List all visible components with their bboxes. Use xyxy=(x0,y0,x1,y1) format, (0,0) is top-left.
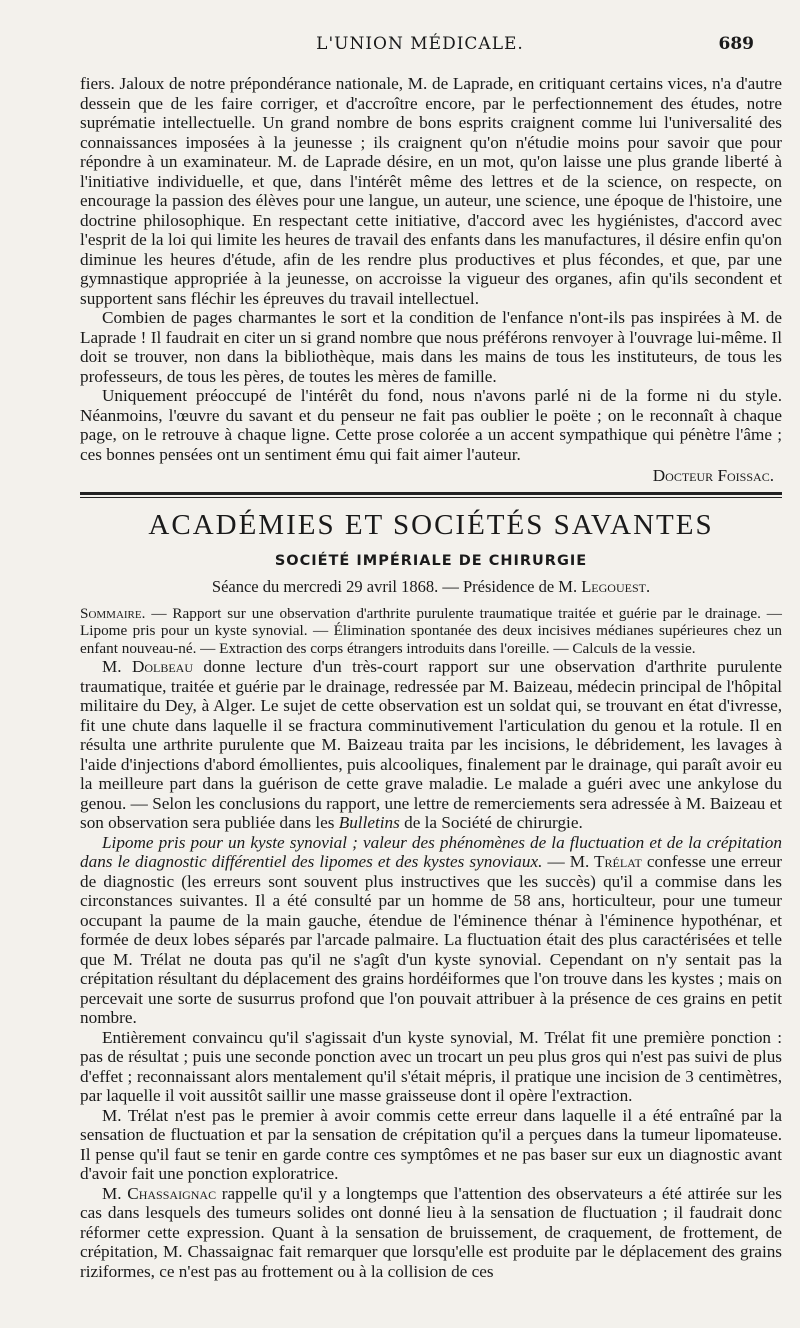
paragraph: M. Trélat n'est pas le premier à avoir commis cette erreur dans laquelle il a été entraîné par la sensation de fluctuation et par la sensation de crépitation qu'il a perçues dans la tumeur lipomateuse. Il pense qu'il faut se tenir en garde contre ces symptômes et ne pas baser sur eux un diagnostic avant d'avoir fait une ponction exploratrice. xyxy=(80,1105,782,1183)
running-head xyxy=(80,34,760,58)
society-heading: SOCIÉTÉ IMPÉRIALE DE CHIRURGIE xyxy=(274,552,588,569)
speaker-name: — M. Trélat xyxy=(542,852,642,871)
paragraph xyxy=(80,657,782,833)
page-number: 689 xyxy=(718,34,754,54)
paragraph xyxy=(80,833,782,1028)
paragraph-text: confesse une erreur de diagnostic (les erreurs sont souvent plus instructives que les succès) qu'il a commise dans les circonstances suivantes. Il a été consulté par un homme de 58 ans, horticulteur, pour une tumeur occupant la paume de la main gauche, étendue de l'éminence thénar à l'éminence hypothénar, et formée de deux lobes séparés par l'arcade palmaire. La fluctuation était des plus caractérisées et telle que M. Trélat ne douta pas qu'il ne s'agît d'un kyste synovial. Cependant on n'y sentait pas la crépitation résultant du déplacement des grains hordéiformes que l'on trouve dans les kystes ; mais on percevait une sorte de susurrus profond que l'on pouvait attribuer à la présence de ces grains en petit nombre. xyxy=(80,852,782,1027)
paragraph-text: de la Société de chirurgie. xyxy=(399,813,583,832)
seance-line xyxy=(80,577,782,597)
section-title: ACADÉMIES ET SOCIÉTÉS SAVANTES xyxy=(148,508,714,541)
paragraph: fiers. Jaloux de notre prépondérance nationale, M. de Laprade, en critiquant certains vices, n'a d'autre dessein que de les faire corriger, et d'accroître encore, par le perfectionnement des études, notre suprématie intellectuelle. Un grand nombre de bons esprits craignent comme lui l'universalité des connaissances imposées à la jeunesse ; ils craignent qu'on n'étudie moins pour savoir que pour répondre à un examinateur. M. de Laprade désire, en un mot, qu'on laisse une plus grande liberté à l'initiative individuelle, et que, dans l'intérêt même des lettres et de la science, on respecte, on encourage la passion des élèves pour une langue, un auteur, une science, une époque de l'histoire, une doctrine philosophique. En respectant cette initiative, d'accord avec les hygiénistes, d'accord avec l'esprit de la loi qui limite les heures de travail des enfants dans les manufactures, il désire enfin qu'on diminue les heures d'étude, afin de les rendre plus productives et plus fécondes, et que, par une gymnastique appropriée à la jeunesse, on accroisse la vigueur des organes, afin qu'ils secondent et supportent sans fléchir les épreuves du travail intellectuel. xyxy=(80,74,782,308)
seance-text: Séance du mercredi 29 avril 1868. — Présidence de M. xyxy=(211,577,582,596)
body-text xyxy=(80,74,782,1281)
speaker-name: M. Chassaignac xyxy=(102,1183,217,1203)
italic-text: Bulletins xyxy=(338,813,400,832)
sommaire xyxy=(80,605,782,658)
paragraph xyxy=(80,1184,782,1282)
sommaire-label: Sommaire. xyxy=(80,604,146,622)
president-name: Legouest. xyxy=(581,577,651,596)
speaker-name: M. Dolbeau xyxy=(102,657,194,676)
paragraph: Uniquement préoccupé de l'intérêt du fond, nous n'avons parlé ni de la forme ni du style. Néanmoins, l'œuvre du savant et du penseur ne fait pas oublier le poëte ; on le reconnaît à chaque page, on le retrouve à chaque ligne. Cette prose colorée a un accent sympathique qui pénètre l'âme ; ces bonnes pensées ont un sentiment ému qui fait aimer l'auteur. xyxy=(80,386,782,464)
signature: Docteur Foissac. xyxy=(652,466,774,485)
paragraph-text: donne lecture d'un très-court rapport sur une observation d'arthrite purulente traumatique, traitée et guérie par le drainage, redressée par M. Baizeau, médecin principal de l'hôpital militaire du Dey, à Alger. Le sujet de cette observation est un soldat qui, se trouvant en état d'ivresse, fit une chute dans laquelle il se fractura comminutivement l'articulation du genou et la rotule. Il en résulta une arthrite purulente que M. Baizeau traita par les incisions, le débridement, les lavages à l'aide d'injections d'abord émollientes, puis alcooliques, finalement par le drainage, qui paraît avoir eu la meilleure part dans la guérison de cette grave maladie. Le malade a guéri avec une ankylose du genou. — Selon les conclusions du rapport, une lettre de remerciements sera adressée à M. Baizeau et son observation sera publiée dans les xyxy=(80,657,783,832)
paragraph-text: rappelle qu'il y a longtemps que l'attention des observateurs a été attirée sur les cas dans lesquels des tumeurs solides ont donné lieu à la sensation de fluctuation ; il faudrait donc réformer cette expression. Quant à la sensation de bruissement, de craquement, de frottement, de crépitation, M. Chassaignac fait remarquer que lorsqu'elle est produite par le déplacement des grains riziformes, ce n'est pas au frottement ou à la collision de ces xyxy=(80,1183,782,1281)
sommaire-text: — Rapport sur une observation d'arthrite purulente traumatique traitée et guérie par le drainage. — Lipome pris pour un kyste synovial. — Élimination spontanée des deux incisives médianes supérieures chez un enfant nouveau-né. — Extraction des corps étrangers introduits dans l'oreille. — Calculs de la vessie. xyxy=(80,604,782,657)
paragraph: Entièrement convaincu qu'il s'agissait d'un kyste synovial, M. Trélat fit une première ponction : pas de résultat ; puis une seconde ponction avec un trocart un peu plus gros qui n'est pas suivi de plus d'effet ; reconnaissant alors mentalement qu'il s'était mépris, il pratique une incision de 3 centimètres, par laquelle il voit aussitôt saillir une masse graisseuse dont il opère l'extraction. xyxy=(80,1027,782,1105)
subheading-italic: Lipome pris pour un kyste synovial ; valeur des phénomènes de la fluctuation et de la crépitation dans le diagnostic différentiel des lipomes et des kystes synoviaux. xyxy=(80,832,782,871)
section-divider xyxy=(80,492,782,498)
paragraph: Combien de pages charmantes le sort et la condition de l'enfance n'ont-ils pas inspirées à M. de Laprade ! Il faudrait en citer un si grand nombre que nous préférons renvoyer à l'ouvrage lui-même. Il doit se trouver, non dans la bibliothèque, mais dans les mains de tous les instituteurs, de tous les professeurs, de tous les pères, de toutes les mères de famille. xyxy=(80,308,782,386)
journal-title: L'UNION MÉDICALE. xyxy=(316,34,524,54)
